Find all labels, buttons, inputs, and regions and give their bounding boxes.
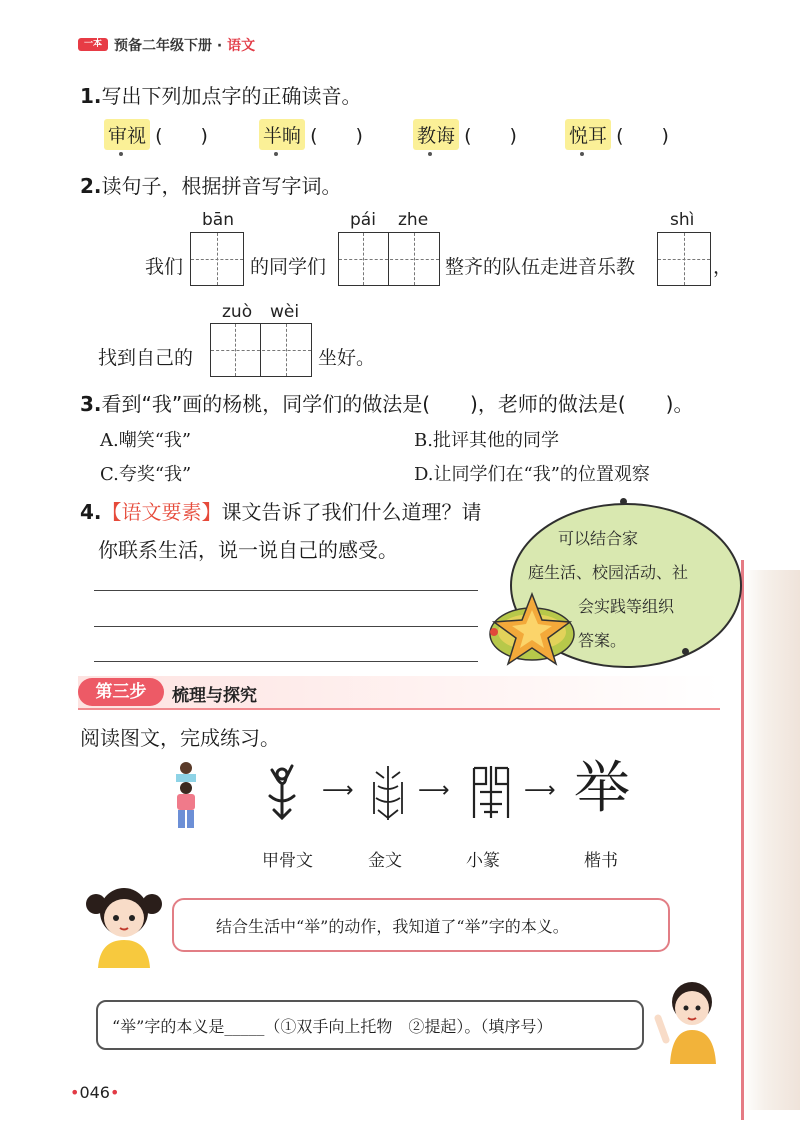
- arrow-1: ⟶: [322, 778, 354, 803]
- q3-option-a[interactable]: A.嘲笑“我”: [100, 430, 192, 451]
- header-book: 预备二年级下册: [114, 38, 212, 54]
- q4-tag: 【语文要素】: [101, 500, 222, 524]
- q2-line1-seg4: ，: [713, 256, 733, 278]
- writing-grid-ban[interactable]: [190, 232, 244, 286]
- q3-option-c[interactable]: C.夸奖“我”: [100, 464, 192, 485]
- girl-speech-text: 结合生活中“举”的动作，我知道了“举”字的本义。: [216, 917, 569, 936]
- q2-line1-seg3: 整齐的队伍走进音乐教: [445, 256, 636, 278]
- hint-line: 会实践等组织: [578, 597, 675, 616]
- q1-word: 审视: [104, 119, 150, 150]
- writing-grid-paizhe[interactable]: [338, 232, 440, 286]
- section-step-pill: 第三步: [78, 678, 164, 706]
- page-number: •046•: [70, 1083, 120, 1102]
- label-seal: 小篆: [466, 851, 500, 871]
- answer-line-3[interactable]: [94, 661, 478, 662]
- pinyin-zuo: zuò: [222, 302, 253, 322]
- page-edge: [742, 570, 800, 1110]
- answer-box-text[interactable]: “举”字的本义是_____（①双手向上托物 ②提起）。（填序号）: [112, 1017, 553, 1036]
- page-number-text: 046: [79, 1083, 110, 1102]
- reading-instruction: 阅读图文，完成练习。: [80, 726, 280, 750]
- starfruit-illustration: [486, 580, 578, 668]
- q1-item-4: [565, 119, 669, 150]
- bubble-pin-top: [620, 498, 627, 505]
- q1-answer-blank[interactable]: ( ): [464, 125, 517, 147]
- q1-item-1: [104, 119, 208, 150]
- q1-number: 1.: [80, 84, 102, 108]
- q2-line2-seg1: 找到自己的: [98, 347, 194, 369]
- q1-word: 教诲: [413, 119, 459, 150]
- q1-word: 悦耳: [565, 119, 611, 150]
- q4-number: 4.: [80, 500, 102, 524]
- seal-script-glyph: [466, 762, 516, 824]
- q1-item-3: [413, 119, 517, 150]
- q2-line1-seg1: 我们: [145, 256, 184, 278]
- oracle-bone-glyph: [262, 762, 312, 824]
- page-edge-line: [741, 560, 744, 1120]
- q1-answer-blank[interactable]: ( ): [616, 125, 669, 147]
- label-bronze: 金文: [368, 851, 402, 871]
- q3-text: 看到“我”画的杨桃，同学们的做法是( )，老师的做法是( )。: [101, 392, 694, 416]
- label-oracle: 甲骨文: [262, 851, 313, 871]
- hint-line: 可以结合家: [558, 529, 639, 548]
- pinyin-ban: bān: [202, 210, 234, 230]
- lifting-figure-illustration: [166, 760, 206, 830]
- q1-item-2: [259, 119, 363, 150]
- arrow-3: ⟶: [524, 778, 556, 803]
- writing-grid-zuowei[interactable]: [210, 323, 312, 377]
- q4-title: [80, 496, 482, 525]
- girl-illustration: [78, 882, 170, 968]
- writing-grid-shi[interactable]: [657, 232, 711, 286]
- q2-line2-seg2: 坐好。: [318, 347, 376, 369]
- q3-option-b[interactable]: B.批评其他的同学: [414, 430, 559, 451]
- q2-title: [80, 170, 342, 199]
- arrow-2: ⟶: [418, 778, 450, 803]
- kaishu-glyph: 举: [574, 756, 630, 821]
- q2-line1-seg2: 的同学们: [250, 256, 327, 278]
- q3-number: 3.: [80, 392, 102, 416]
- q1-answer-blank[interactable]: ( ): [310, 125, 363, 147]
- hint-line: 庭生活、校园活动、社: [528, 563, 689, 582]
- pinyin-zhe: zhe: [398, 210, 429, 230]
- q1-answer-blank[interactable]: ( ): [155, 125, 208, 147]
- boy-illustration: [648, 978, 728, 1064]
- answer-line-1[interactable]: [94, 590, 478, 591]
- bronze-glyph: [368, 762, 408, 824]
- q1-title: [80, 80, 362, 109]
- pinyin-shi: shì: [670, 210, 695, 230]
- pinyin-wei: wèi: [270, 302, 300, 322]
- q4-title-line2: 你联系生活，说一说自己的感受。: [98, 538, 398, 562]
- q1-word: 半晌: [259, 119, 305, 150]
- pinyin-pai: pái: [350, 210, 376, 230]
- q3-title: [80, 388, 693, 417]
- header-title: 预备二年级下册 · 语文: [114, 38, 256, 54]
- q2-text: 读句子，根据拼音写字词。: [101, 174, 342, 198]
- q3-option-d[interactable]: D.让同学们在“我”的位置观察: [414, 464, 650, 485]
- q1-text: 写出下列加点字的正确读音。: [101, 84, 362, 108]
- answer-line-2[interactable]: [94, 626, 478, 627]
- label-kaishu: 楷书: [584, 851, 618, 871]
- header-subject: 语文: [227, 38, 256, 54]
- hint-line: 答案。: [578, 631, 627, 650]
- q4-text: 课文告诉了我们什么道理？请: [221, 500, 482, 524]
- section-title: 梳理与探究: [172, 686, 257, 706]
- q2-number: 2.: [80, 174, 102, 198]
- series-badge: 一本: [78, 38, 108, 51]
